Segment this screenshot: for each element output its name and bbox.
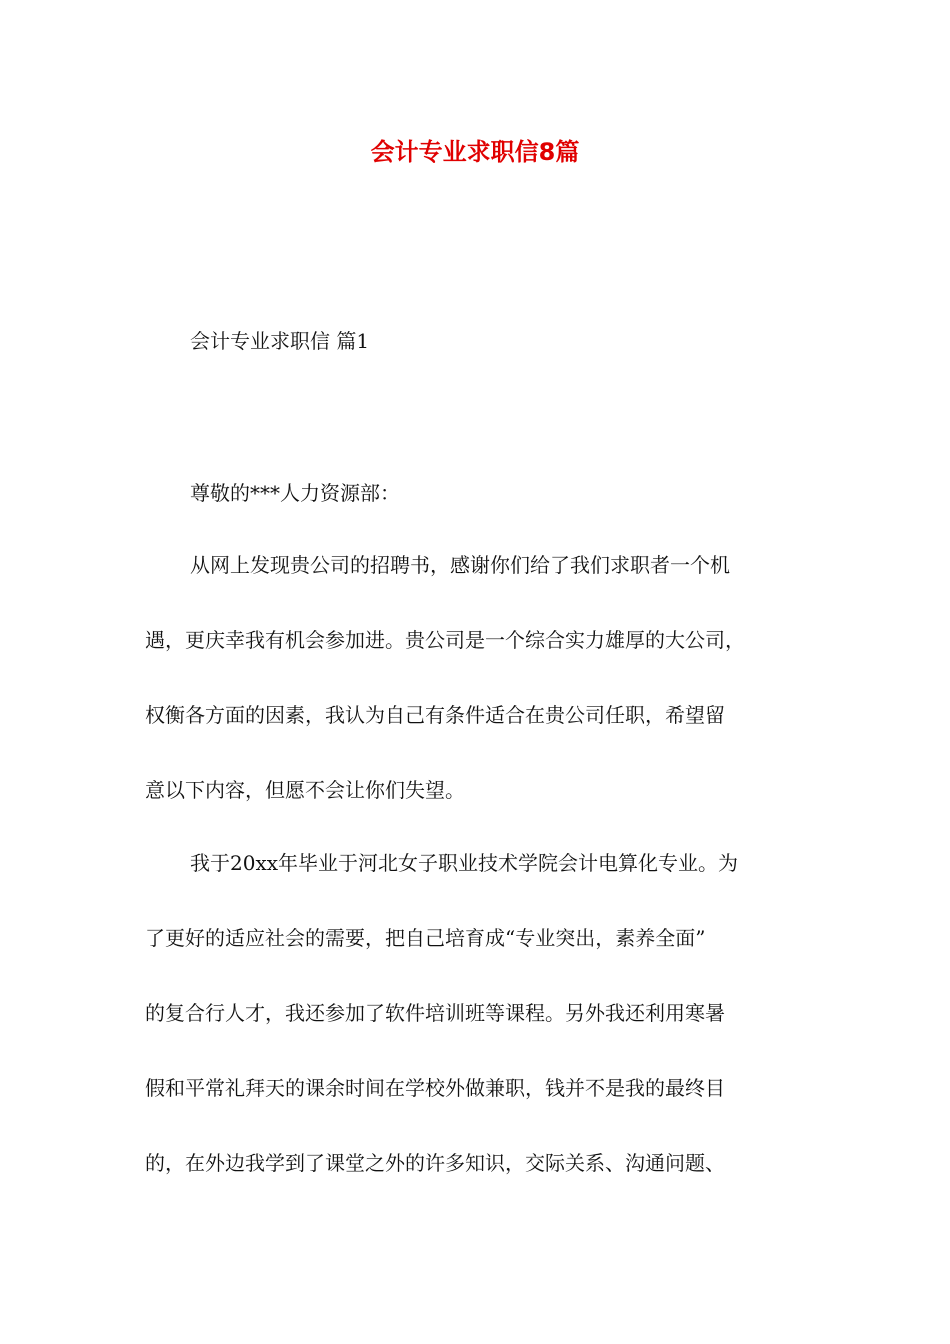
paragraph-line: 权衡各方面的因素，我认为自己有条件适合在贵公司任职，希望留	[145, 703, 725, 727]
document-title: 会计专业求职信8篇	[370, 138, 580, 166]
paragraph-line: 从网上发现贵公司的招聘书，感谢你们给了我们求职者一个机	[190, 553, 730, 577]
salutation: 尊敬的***人力资源部：	[190, 481, 400, 505]
paragraph-line: 遇，更庆幸我有机会参加进。贵公司是一个综合实力雄厚的大公司，	[145, 628, 745, 652]
paragraph-line: 我于20xx年毕业于河北女子职业技术学院会计电算化专业。为	[190, 851, 739, 875]
paragraph-line: 的复合行人才，我还参加了软件培训班等课程。另外我还利用寒暑	[145, 1001, 725, 1025]
paragraph-line: 了更好的适应社会的需要，把自己培育成“专业突出，素养全面”	[145, 926, 706, 950]
section-heading: 会计专业求职信 篇1	[190, 329, 370, 353]
paragraph-line: 意以下内容，但愿不会让你们失望。	[145, 778, 465, 802]
paragraph-line: 假和平常礼拜天的课余时间在学校外做兼职，钱并不是我的最终目	[145, 1076, 725, 1100]
paragraph-line: 的，在外边我学到了课堂之外的许多知识，交际关系、沟通问题、	[145, 1151, 725, 1175]
